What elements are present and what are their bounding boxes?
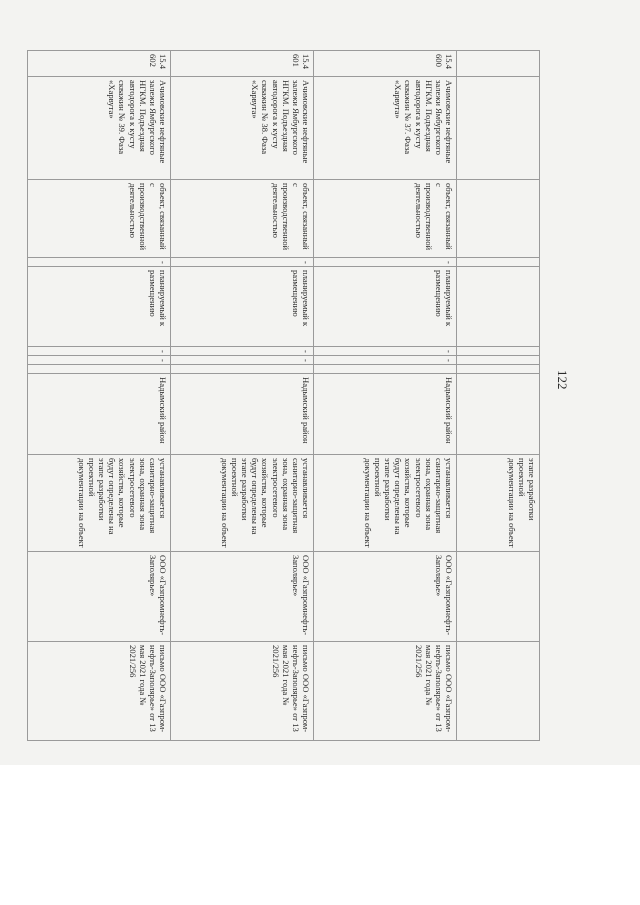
basis-cell: письмо ООО «Газпром-нефть-Заполярье» от 13 мая 2021 года № 2021/256 xyxy=(171,642,314,741)
object-status: планируемый к размещению xyxy=(28,267,171,347)
table-cell xyxy=(457,51,540,77)
dash-cell: - xyxy=(28,347,171,356)
organization-cell: ООО «Газпромнефть-Заполярье» xyxy=(314,552,457,642)
rotated-page-content xyxy=(20,28,580,758)
table-cell xyxy=(457,552,540,642)
objects-table xyxy=(27,50,540,741)
object-name: Ачимовские нефтяные залежи Ямбургского НГКМ. Подъездная автодорога к кусту скважин № 38. Фаза «Харвута» xyxy=(171,77,314,180)
purpose-cell: устанавливается санитарно-защитная зона, охранная зона электросетевого хозяйства, которые будут определены на этапе разработки проектной документации на объект xyxy=(28,455,171,552)
object-location: Надымский район xyxy=(171,374,314,455)
page-number: 122 xyxy=(555,370,570,390)
table-row xyxy=(28,51,171,741)
object-location: Надымский район xyxy=(314,374,457,455)
dash-cell: - xyxy=(171,347,314,356)
table-cell xyxy=(457,267,540,347)
dash-cell: - xyxy=(28,356,171,365)
table-cell xyxy=(457,642,540,741)
table-cell xyxy=(28,365,171,374)
table-row xyxy=(171,51,314,741)
object-type: объект, связанный с производственной деятельностью xyxy=(314,180,457,258)
purpose-cell: устанавливается санитарно-защитная зона, охранная зона электросетевого хозяйства, которые будут определены на этапе разработки проектной документации на объект xyxy=(171,455,314,552)
dash-cell: - xyxy=(314,258,457,267)
table-cell xyxy=(171,365,314,374)
table-cell xyxy=(457,347,540,356)
table-cell xyxy=(457,258,540,267)
table-cell xyxy=(457,374,540,455)
basis-cell: письмо ООО «Газпром-нефть-Заполярье» от 13 мая 2021 года № 2021/256 xyxy=(314,642,457,741)
organization-cell: ООО «Газпромнефть-Заполярье» xyxy=(171,552,314,642)
dash-cell: - xyxy=(171,258,314,267)
object-status: планируемый к размещению xyxy=(171,267,314,347)
dash-cell: - xyxy=(171,356,314,365)
table-cell xyxy=(457,77,540,180)
basis-cell: письмо ООО «Газпром-нефть-Заполярье» от 13 мая 2021 года № 2021/256 xyxy=(28,642,171,741)
row-number: 15.4601 xyxy=(171,51,314,77)
object-status: планируемый к размещению xyxy=(314,267,457,347)
object-name: Ачимовские нефтяные залежи Ямбургского НГКМ. Подъездная автодорога к кусту скважин № 39. Фаза «Харвута» xyxy=(28,77,171,180)
object-type: объект, связанный с производственной деятельностью xyxy=(171,180,314,258)
purpose-cell: устанавливается санитарно-защитная зона, охранная зона электросетевого хозяйства, которые будут определены на этапе разработки проектной документации на объект xyxy=(314,455,457,552)
dash-cell: - xyxy=(314,347,457,356)
dash-cell: - xyxy=(28,258,171,267)
object-type: объект, связанный с производственной деятельностью xyxy=(28,180,171,258)
organization-cell: ООО «Газпромнефть-Заполярье» xyxy=(28,552,171,642)
table-cell xyxy=(457,365,540,374)
purpose-cell: этапе разработки проектной документации на объект xyxy=(457,455,540,552)
table-cell xyxy=(314,365,457,374)
object-name: Ачимовские нефтяные залежи Ямбургского НГКМ. Подъездная автодорога к кусту скважин № 37. Фаза «Харвута» xyxy=(314,77,457,180)
object-location: Надымский район xyxy=(28,374,171,455)
table-cell xyxy=(457,356,540,365)
row-number: 15.4602 xyxy=(28,51,171,77)
table-cell xyxy=(457,180,540,258)
table-row-continuation xyxy=(457,51,540,741)
dash-cell: - xyxy=(314,356,457,365)
row-number: 15.4600 xyxy=(314,51,457,77)
table-row xyxy=(314,51,457,741)
